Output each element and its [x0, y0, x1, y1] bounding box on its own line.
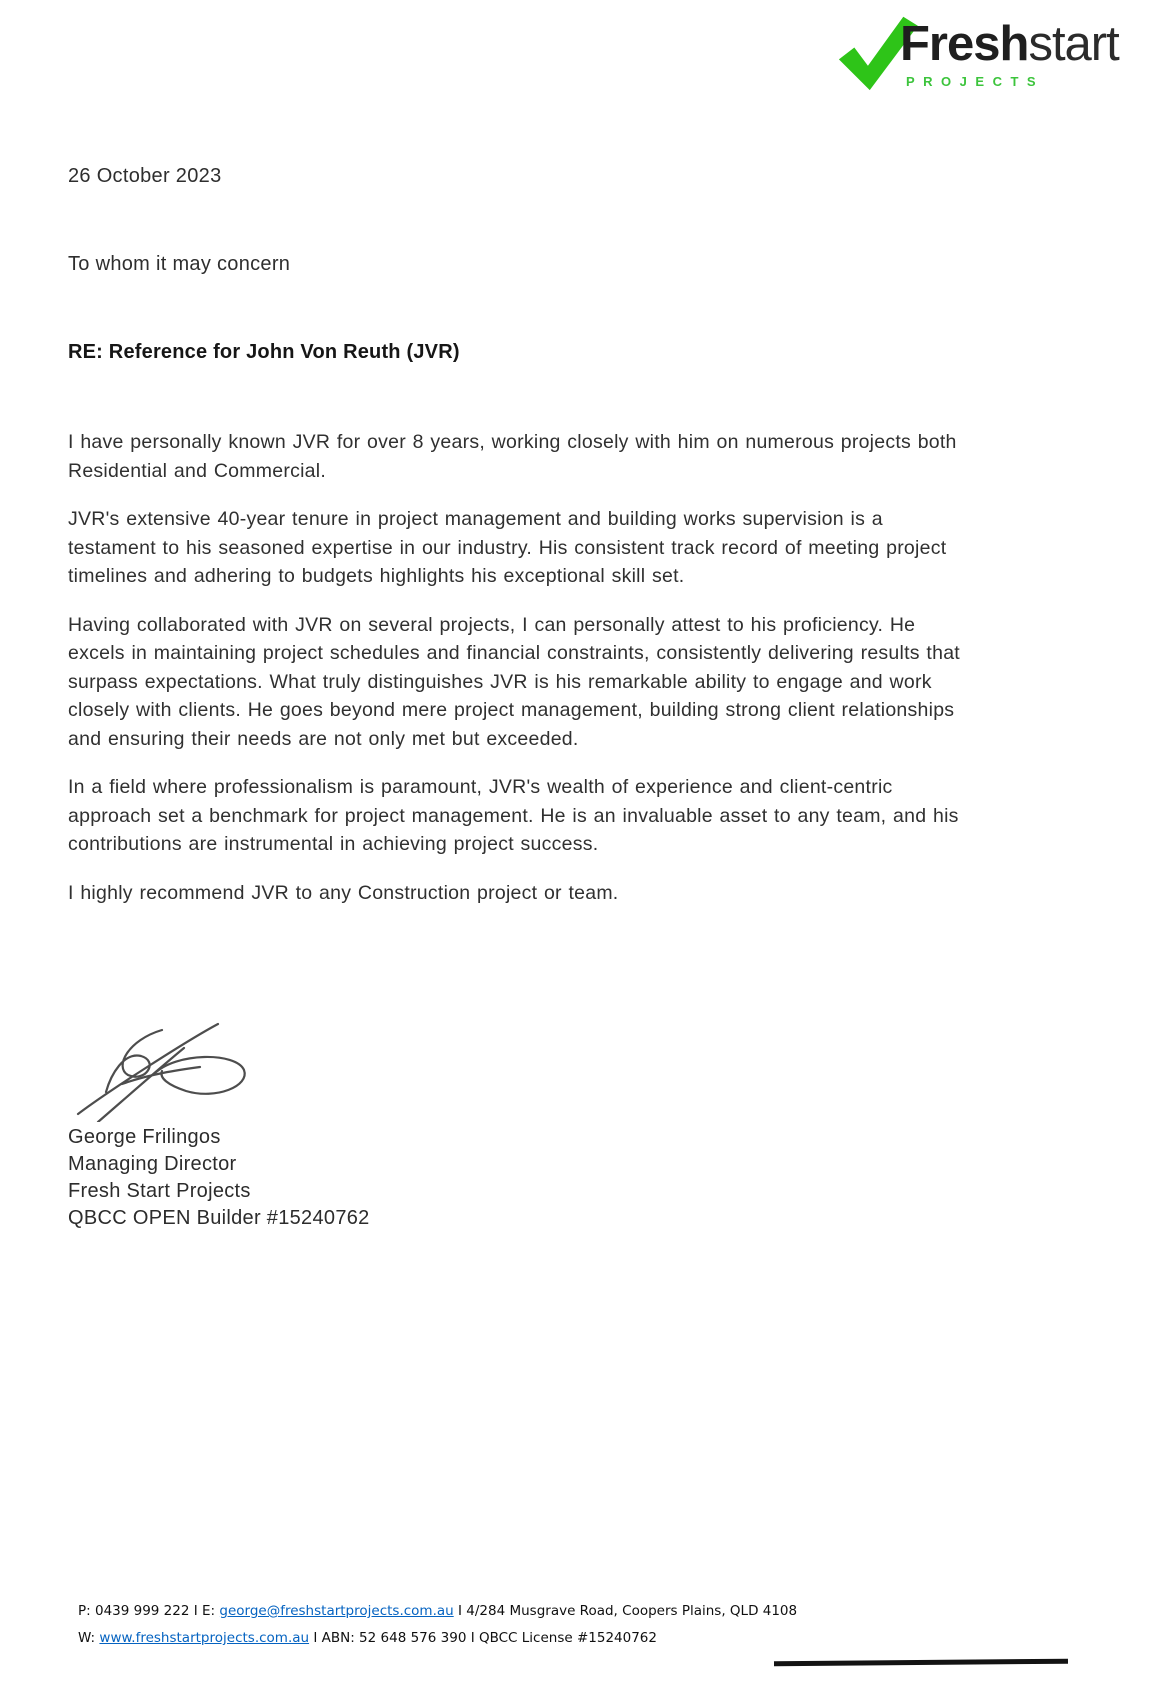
freshstart-logo: [833, 8, 1163, 108]
footer-phone-label: P: 0439 999 222 I E:: [78, 1603, 220, 1619]
website-link[interactable]: www.freshstartprojects.com.au: [99, 1630, 310, 1646]
signoff-name: George Frilingos: [68, 1126, 221, 1148]
footer-web-label: W:: [78, 1630, 100, 1646]
signoff-title: Managing Director: [68, 1153, 237, 1175]
signoff-company: Fresh Start Projects: [68, 1180, 251, 1202]
footer-contact: [78, 1598, 797, 1652]
letter-body: [68, 428, 961, 927]
scan-artifact-bar: [774, 1659, 1068, 1667]
paragraph: Having collaborated with JVR on several projects, I can personally attest to his proficiency. He excels in maintaining project schedules and financial constraints, consistently delivering results that surpass expectations. What truly distinguishes JVR is his remarkable ability to engage and work closely with clients. He goes beyond mere project management, building strong client relationships and ensuring their needs are not only met but exceeded.: [68, 613, 960, 750]
footer-line-1: [78, 1598, 797, 1625]
letter-date: 26 October 2023: [68, 165, 222, 187]
signoff-block: [68, 1124, 370, 1232]
signature-image: [66, 1012, 256, 1122]
paragraph: JVR's extensive 40-year tenure in project management and building works supervision is a testament to his seasoned expertise in our industry. His consistent track record of meeting project timelines and adhering to budgets highlights his exceptional skill set.: [68, 508, 947, 587]
footer-line-2: [78, 1625, 797, 1652]
logo-text-projects: PROJECTS: [906, 74, 1045, 89]
signoff-license: QBCC OPEN Builder #15240762: [68, 1207, 370, 1229]
email-link[interactable]: george@freshstartprojects.com.au: [219, 1603, 454, 1619]
logo-wordmark: [900, 17, 1119, 71]
paragraph: In a field where professionalism is paramount, JVR's wealth of experience and client-centric approach set a benchmark for project management. He is an invaluable asset to any team, and his contributions are instrumental in achieving project success.: [68, 776, 959, 855]
letter-salutation: To whom it may concern: [68, 253, 291, 275]
logo-text-start: start: [1028, 17, 1119, 71]
letter-subject: RE: Reference for John Von Reuth (JVR): [68, 341, 460, 363]
logo-text-fresh: Fresh: [900, 17, 1029, 71]
paragraph: I have personally known JVR for over 8 years, working closely with him on numerous projects both Residential and Commercial.: [68, 431, 957, 482]
footer-address: I 4/284 Musgrave Road, Coopers Plains, QLD 4108: [453, 1603, 798, 1619]
paragraph: I highly recommend JVR to any Construction project or team.: [68, 881, 619, 904]
footer-abn-qbcc: I ABN: 52 648 576 390 I QBCC License #15240762: [309, 1630, 657, 1646]
